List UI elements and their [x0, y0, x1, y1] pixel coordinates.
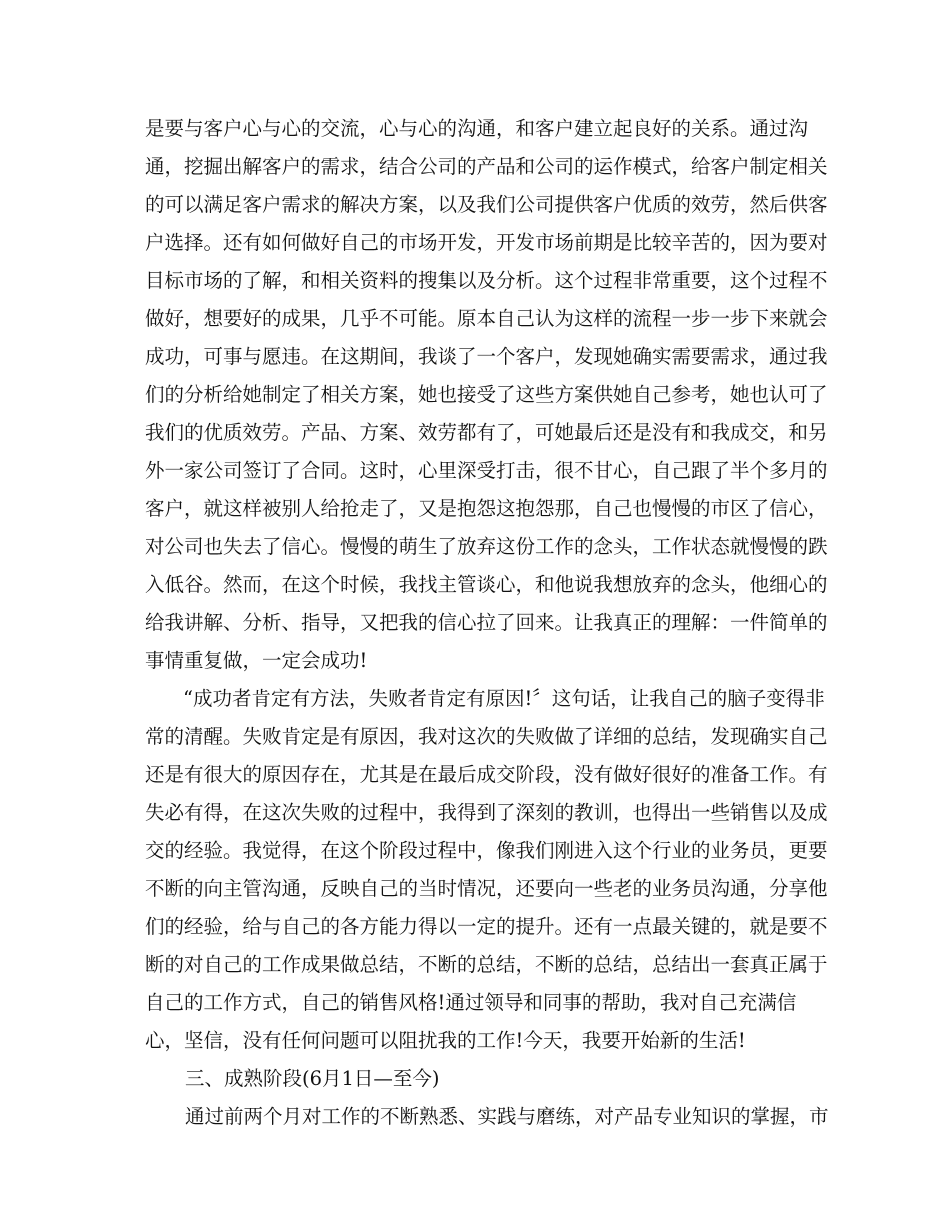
text-line: 不断的向主管沟通，反映自己的当时情况，还要向一些老的业务员沟通，分享他 — [145, 877, 828, 900]
text-line: 是要与客户心与心的交流，心与心的沟通，和客户建立起良好的关系。通过沟 — [145, 117, 809, 140]
text-line: 给我讲解、分析、指导，又把我的信心拉了回来。让我真正的理解：一件简单的 — [145, 611, 828, 634]
text-line: 们的经验，给与自己的各方能力得以一定的提升。还有一点最关键的，就是要不 — [145, 915, 828, 938]
section-heading: 三、成熟阶段(6月1日—至今) — [185, 1067, 440, 1090]
text-line: 户选择。还有如何做好自己的市场开发，开发市场前期是比较辛苦的，因为要对 — [145, 231, 828, 254]
text-line: 入低谷。然而，在这个时候，我找主管谈心，和他说我想放弃的念头，他细心的 — [145, 573, 828, 596]
text-line: 对公司也失去了信心。慢慢的萌生了放弃这份工作的念头，工作状态就慢慢的跌 — [145, 535, 828, 558]
text-line: 目标市场的了解，和相关资料的搜集以及分析。这个过程非常重要，这个过程不 — [145, 269, 828, 292]
text-line: 交的经验。我觉得，在这个阶段过程中，像我们刚进入这个行业的业务员，更要 — [145, 839, 828, 862]
text-line: 心，坚信，没有任何问题可以阻扰我的工作!今天，我要开始新的生活! — [145, 1029, 746, 1052]
text-line: 客户，就这样被别人给抢走了，又是抱怨这抱怨那，自己也慢慢的市区了信心， — [145, 497, 828, 520]
text-line: 通，挖掘出解客户的需求，结合公司的产品和公司的运作模式，给客户制定相关 — [145, 155, 828, 178]
text-line: 做好，想要好的成果，几乎不可能。原本自己认为这样的流程一步一步下来就会 — [145, 307, 828, 330]
text-line: “成功者肯定有方法，失败者肯定有原因!〞这句话，让我自己的脑子变得非 — [183, 687, 825, 710]
text-line: 自己的工作方式，自己的销售风格!通过领导和同事的帮助，我对自己充满信 — [145, 991, 797, 1014]
text-line: 常的清醒。失败肯定是有原因，我对这次的失败做了详细的总结，发现确实自己 — [145, 725, 828, 748]
text-line: 的可以满足客户需求的解决方案，以及我们公司提供客户优质的效劳，然后供客 — [145, 193, 828, 216]
text-line: 失必有得，在这次失败的过程中，我得到了深刻的教训，也得出一些销售以及成 — [145, 801, 828, 824]
text-line: 外一家公司签订了合同。这时，心里深受打击，很不甘心，自己跟了半个多月的 — [145, 459, 828, 482]
text-line: 们的分析给她制定了相关方案，她也接受了这些方案供她自己参考，她也认可了 — [145, 383, 828, 406]
text-line: 事情重复做，一定会成功! — [145, 649, 368, 672]
text-line: 还是有很大的原因存在，尤其是在最后成交阶段，没有做好很好的准备工作。有 — [145, 763, 828, 786]
text-line: 通过前两个月对工作的不断熟悉、实践与磨练，对产品专业知识的掌握，市 — [185, 1105, 829, 1128]
text-line: 断的对自己的工作成果做总结，不断的总结，不断的总结，总结出一套真正属于 — [145, 953, 828, 976]
text-line: 我们的优质效劳。产品、方案、效劳都有了，可她最后还是没有和我成交，和另 — [145, 421, 828, 444]
text-line: 成功，可事与愿违。在这期间，我谈了一个客户，发现她确实需要需求，通过我 — [145, 345, 828, 368]
